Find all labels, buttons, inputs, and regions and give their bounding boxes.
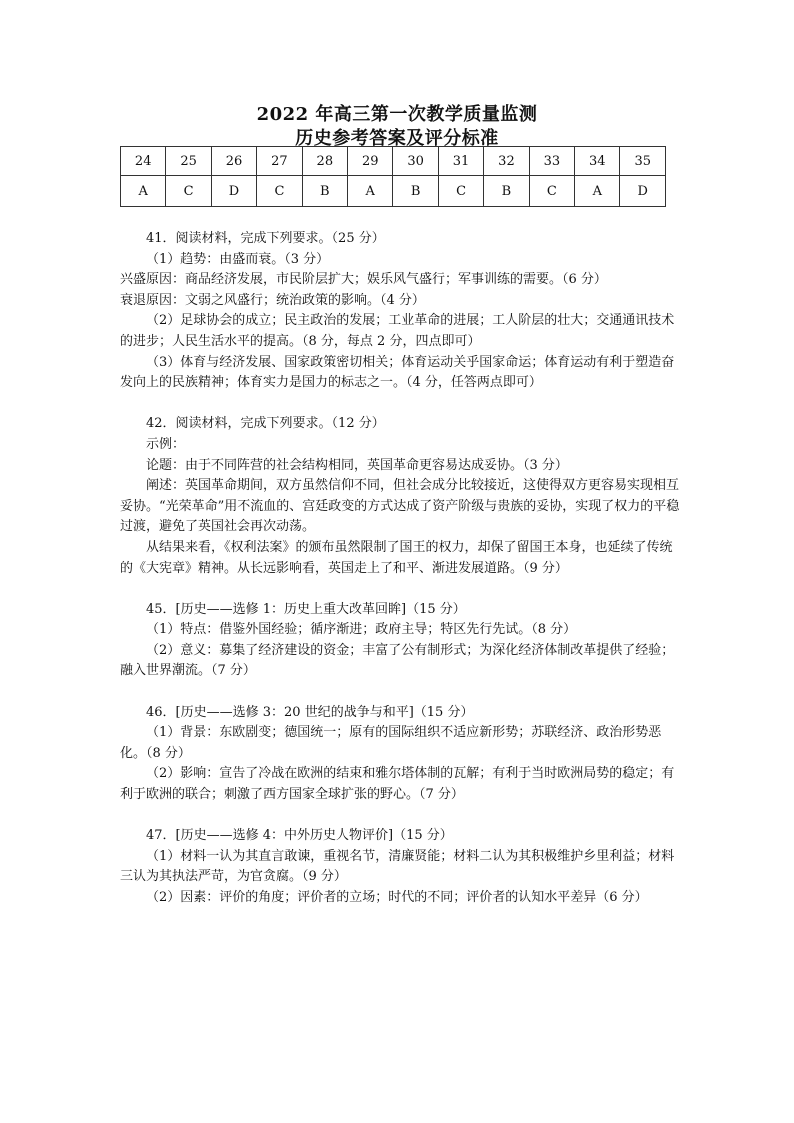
- answer-letter: C: [166, 176, 211, 207]
- question-42-example-label: 示例：: [146, 436, 186, 452]
- document-subtitle: 历史参考答案及评分标准: [295, 128, 499, 149]
- question-41-decline-reasons: 衰退原因：文弱之风盛行；统治政策的影响。（4 分）: [120, 292, 425, 308]
- section-gap: [120, 579, 680, 600]
- question-47: [120, 826, 680, 908]
- question-number: 35: [620, 147, 666, 176]
- question-46-part1: （1）背景：东欧剧变；德国统一；原有的国际组织不适应新形势；苏联经济、政治形势恶化。（8 分）: [120, 725, 662, 761]
- question-number: 27: [257, 147, 302, 176]
- question-45: [120, 600, 680, 682]
- question-42-heading: 42．阅读材料，完成下列要求。（12 分）: [146, 416, 385, 432]
- question-41-heading: 41．阅读材料，完成下列要求。（25 分）: [146, 231, 385, 246]
- answer-letter: C: [438, 176, 483, 207]
- question-number: 33: [529, 147, 574, 176]
- question-number: 26: [211, 147, 256, 176]
- answer-letter: B: [393, 176, 438, 207]
- question-46-part2: （2）影响：宣告了冷战在欧洲的结束和雅尔塔体制的瓦解；有利于当时欧洲局势的稳定；有利于欧洲的联合；刺激了西方国家全球扩张的野心。（7 分）: [120, 766, 675, 803]
- question-41-rise-reasons: 兴盛原因：商品经济发展，市民阶层扩大；娱乐风气盛行；军事训练的需要。（6 分）: [120, 272, 607, 288]
- answer-letter: A: [575, 176, 620, 207]
- section-gap: [120, 806, 680, 827]
- question-number: 24: [121, 147, 166, 176]
- question-47-part2: （2）因素：评价的角度；评价者的立场；时代的不同；评价者的认知水平差异（6 分）: [146, 890, 648, 905]
- answer-letter: C: [529, 176, 574, 207]
- question-number-row: [121, 147, 666, 176]
- question-42-thesis: 论题：由于不同阵营的社会结构相同，英国革命更容易达成妥协。（3 分）: [146, 457, 568, 473]
- question-number: 29: [348, 147, 393, 176]
- question-42-argument: 阐述：英国革命期间，双方虽然信仰不同，但社会成分比较接近，这使得双方更容易实现相互妥协。“光荣革命”用不流血的、宫廷政变的方式达成了资产阶级与贵族的妥协，实现了权力的平稳过渡，避免了英国社会再次动荡。: [120, 478, 680, 535]
- section-gap: [120, 682, 680, 703]
- question-41-part3: （3）体育与经济发展、国家政策密切相关；体育运动关乎国家命运；体育运动有利于塑造奋发向上的民族精神；体育实力是国力的标志之一。（4 分，任答两点即可）: [120, 354, 675, 391]
- answer-letter: B: [484, 176, 529, 207]
- question-45-heading: 45．[历史——选修 1：历史上重大改革回眸]（15 分）: [146, 601, 466, 617]
- question-47-part1: （1）材料一认为其直言敢谏，重视名节，清廉贤能；材料二认为其积极维护乡里利益；材料三认为其执法严苛，为官贪腐。（9 分）: [120, 848, 675, 885]
- question-number: 30: [393, 147, 438, 176]
- question-number: 32: [484, 147, 529, 176]
- question-number: 25: [166, 147, 211, 176]
- answer-letter: D: [620, 176, 666, 207]
- question-46-heading: 46．[历史——选修 3：20 世纪的战争与和平]（15 分）: [146, 704, 474, 720]
- section-gap: [120, 394, 680, 415]
- answer-letter: A: [121, 176, 166, 207]
- answer-body: [120, 229, 680, 909]
- answer-letter-row: [121, 176, 666, 207]
- question-42-conclusion: 从结果来看，《权利法案》的颁布虽然限制了国王的权力，却保了留国王本身，也延续了传统的《大宪章》精神。从长远影响看，英国走上了和平、渐进发展道路。（9 分）: [120, 539, 673, 576]
- question-number: 31: [438, 147, 483, 176]
- document-title: 2022 年高三第一次教学质量监测: [256, 104, 538, 125]
- question-41-part2: （2）足球协会的成立；民主政治的发展；工业革命的进展；工人阶层的壮大；交通通讯技术的进步；人民生活水平的提高。（8 分，每点 2 分，四点即可）: [120, 313, 675, 349]
- answer-letter: B: [302, 176, 347, 207]
- question-41: [120, 229, 680, 394]
- question-42: [120, 414, 680, 579]
- question-45-part2: （2）意义：募集了经济建设的资金；丰富了公有制形式；为深化经济体制改革提供了经验；融入世界潮流。（7 分）: [120, 642, 675, 679]
- question-number: 28: [302, 147, 347, 176]
- question-47-heading: 47．[历史——选修 4：中外历史人物评价]（15 分）: [146, 828, 453, 844]
- question-46: [120, 703, 680, 806]
- question-45-part1: （1）特点：借鉴外国经验；循序渐进；政府主导；特区先行先试。（8 分）: [146, 622, 577, 638]
- question-41-part1: （1）趋势：由盛而衰。（3 分）: [146, 251, 330, 267]
- answer-letter: D: [211, 176, 256, 207]
- answer-letter: C: [257, 176, 302, 207]
- answer-letter: A: [348, 176, 393, 207]
- answer-table: [120, 146, 666, 207]
- question-number: 34: [575, 147, 620, 176]
